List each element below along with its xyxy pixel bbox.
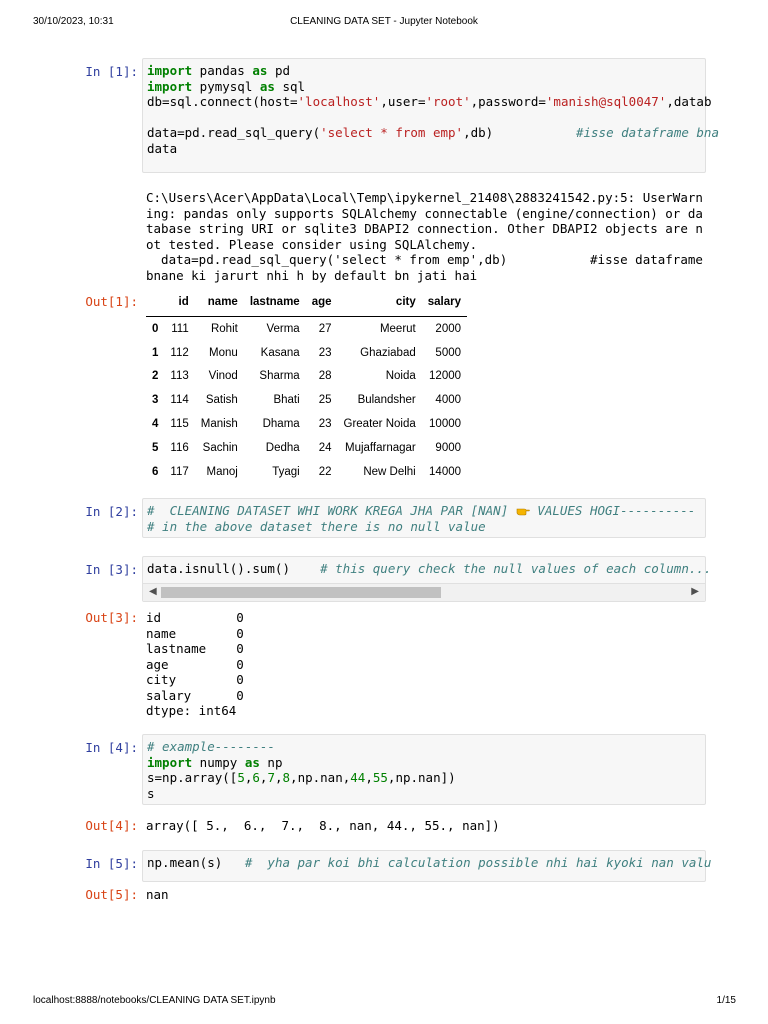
cell-output: array([ 5., 6., 7., 8., nan, 44., 55., nan]) — [146, 818, 500, 833]
print-datetime: 30/10/2023, 10:31 — [33, 16, 114, 27]
code-token: pd — [267, 63, 291, 78]
table-cell: Rohit — [210, 322, 238, 335]
code-token: 'manish@sql0047' — [545, 94, 667, 109]
code-number: 6 — [252, 770, 260, 785]
code-token: , — [387, 770, 396, 785]
column-header: id — [164, 288, 194, 317]
horizontal-scrollbar[interactable] — [143, 583, 705, 601]
table-cell: Verma — [266, 322, 300, 335]
code-editor[interactable] — [143, 59, 719, 160]
table-cell: 5000 — [435, 346, 462, 359]
code-number: 44 — [350, 770, 366, 785]
dataframe-table — [146, 288, 467, 484]
code-token: import — [147, 78, 193, 94]
table-cell: Kasana — [260, 346, 300, 359]
code-token: np — [259, 754, 283, 770]
table-cell: 115 — [170, 418, 189, 431]
code-token: np.mean(s) — [147, 855, 223, 870]
in-prompt: In [5]: — [85, 856, 138, 871]
code-editor[interactable] — [143, 557, 712, 581]
print-footer — [0, 995, 768, 1009]
table-cell: 28 — [318, 370, 332, 383]
in-prompt: In [1]: — [85, 64, 138, 79]
column-header: age — [306, 288, 338, 317]
code-input[interactable] — [142, 58, 719, 173]
code-token: data — [147, 140, 178, 156]
table-cell: 23 — [318, 418, 332, 431]
table-cell: 114 — [170, 394, 189, 407]
table-cell: Mujaffarnagar — [345, 441, 416, 454]
code-editor[interactable] — [143, 851, 712, 875]
table-row — [146, 341, 467, 365]
table-cell: Bhati — [273, 394, 300, 407]
table-cell: 116 — [170, 441, 189, 454]
table-cell: Sharma — [259, 370, 300, 383]
code-token: 'select * from emp' — [320, 125, 464, 140]
column-header: salary — [422, 288, 467, 317]
table-cell: Manoj — [206, 465, 238, 478]
code-comment: # this query check the null values of each column... — [290, 561, 712, 576]
row-index: 4 — [152, 418, 159, 431]
column-header: lastname — [244, 288, 306, 317]
code-token: s=np.array([ — [147, 770, 238, 785]
code-input[interactable] — [142, 850, 712, 882]
code-input[interactable] — [142, 498, 706, 538]
code-number: 7 — [267, 770, 275, 785]
table-cell: Bulandsher — [357, 394, 416, 407]
code-token: sql — [274, 78, 306, 94]
table-cell: Monu — [209, 346, 238, 359]
table-cell: 117 — [170, 465, 189, 478]
table-cell: Dhama — [262, 418, 300, 431]
code-token: 'localhost' — [297, 94, 381, 109]
code-token: , — [259, 770, 268, 785]
table-row — [146, 317, 467, 341]
code-token: import — [147, 63, 193, 78]
code-token: data=pd.read_sql_query( — [147, 125, 321, 140]
code-token: s — [147, 785, 155, 801]
code-token: , — [274, 770, 283, 785]
row-index: 0 — [152, 322, 159, 335]
code-token: , — [244, 770, 253, 785]
table-row — [146, 412, 467, 436]
row-index: 3 — [152, 394, 159, 407]
table-cell: 24 — [318, 441, 332, 454]
table-cell: Dedha — [265, 441, 300, 454]
table-cell: 25 — [318, 394, 332, 407]
table-header-row — [146, 288, 467, 317]
table-cell: 22 — [318, 465, 332, 478]
code-token: ,password= — [470, 94, 546, 109]
table-cell: 2000 — [435, 322, 462, 335]
table-cell: 14000 — [429, 465, 462, 478]
table-cell: Tyagi — [272, 465, 300, 478]
table-row — [146, 460, 467, 484]
cell-output: id 0 name 0 lastname 0 age 0 city 0 salary 0 dtype: int64 — [146, 610, 244, 718]
table-cell: 12000 — [429, 370, 462, 383]
code-token: pymysql — [192, 78, 260, 94]
table-cell: Satish — [205, 394, 238, 407]
column-header — [146, 288, 164, 317]
table-cell: Greater Noida — [343, 418, 416, 431]
code-token: ]) — [440, 770, 456, 785]
table-cell: 113 — [170, 370, 189, 383]
in-prompt: In [2]: — [85, 504, 138, 519]
code-comment: #isse dataframe bna — [493, 125, 719, 140]
code-input[interactable] — [142, 734, 706, 805]
scrollbar-thumb[interactable] — [161, 587, 441, 598]
table-cell: Sachin — [202, 441, 238, 454]
code-token: pandas — [192, 63, 253, 78]
code-token: , — [365, 770, 373, 785]
table-cell: 111 — [171, 322, 189, 335]
out-prompt: Out[5]: — [85, 887, 138, 902]
table-cell: 27 — [318, 322, 332, 335]
code-token: ,user= — [380, 94, 426, 109]
code-token: db=sql.connect(host= — [147, 94, 298, 109]
code-comment: # example-------- — [147, 739, 275, 754]
pointing-hand-icon — [516, 504, 530, 516]
row-index: 6 — [152, 465, 159, 478]
code-token: as — [244, 754, 260, 770]
out-prompt: Out[1]: — [85, 294, 138, 309]
code-token: as — [252, 63, 268, 78]
table-cell: Manish — [200, 418, 238, 431]
column-header: city — [338, 288, 422, 317]
table-cell: New Delhi — [363, 465, 416, 478]
table-cell: Vinod — [208, 370, 238, 383]
code-input[interactable] — [142, 556, 712, 602]
code-token: import — [147, 754, 193, 770]
table-row — [146, 436, 467, 460]
code-token: np.nan — [395, 770, 441, 785]
table-row — [146, 388, 467, 412]
code-comment: # yha par koi bhi calculation possible nhi hai kyoki nan valu — [222, 855, 712, 870]
table-cell: 23 — [318, 346, 332, 359]
row-index: 1 — [152, 346, 159, 359]
out-prompt: Out[4]: — [85, 818, 138, 833]
in-prompt: In [4]: — [85, 740, 138, 755]
code-token: , — [290, 770, 298, 785]
code-editor[interactable] — [143, 499, 705, 538]
print-header — [0, 16, 768, 30]
code-token: numpy — [192, 754, 245, 770]
code-comment: # in the above dataset there is no null value — [147, 518, 486, 534]
row-index: 2 — [152, 370, 159, 383]
code-token: 'root' — [425, 94, 471, 109]
code-number: 5 — [237, 770, 245, 785]
scroll-right-icon[interactable]: ▶ — [691, 586, 699, 597]
code-token: data.isnull().sum() — [147, 561, 290, 576]
code-comment: VALUES HOGI---------- — [529, 503, 696, 518]
code-number: 55 — [372, 770, 388, 785]
table-row — [146, 365, 467, 389]
code-token: , — [342, 770, 351, 785]
table-cell: 9000 — [435, 441, 462, 454]
table-cell: 10000 — [429, 418, 462, 431]
page-number: 1/15 — [716, 995, 736, 1006]
code-token: np.nan — [297, 770, 343, 785]
column-header: name — [195, 288, 244, 317]
table-cell: Noida — [385, 370, 416, 383]
code-token: ,datab — [666, 94, 712, 109]
table-cell: Meerut — [379, 322, 416, 335]
code-token: as — [259, 78, 275, 94]
stderr-warning: C:\Users\Acer\AppData\Local\Temp\ipykernel_21408\2883241542.py:5: UserWarn ing: pandas only supports SQLAlchemy connectable (engine/connection) or da tabase string URI or sqlite3 DBAPI2 connection. Other DBAPI2 objects are n ot tested. Please consider using SQLAlchemy. data=pd.read_sql_query('select * from emp',db) #isse dataframe bnane ki jarurt nhi h by default bn jati hai — [142, 186, 706, 287]
print-url: localhost:8888/notebooks/CLEANING DATA SET.ipynb — [33, 995, 276, 1006]
table-cell: 4000 — [435, 394, 462, 407]
row-index: 5 — [152, 441, 159, 454]
scroll-left-icon[interactable]: ◀ — [149, 586, 157, 597]
cell-output: nan — [146, 887, 169, 902]
code-editor[interactable] — [143, 735, 705, 805]
table-cell: 112 — [170, 346, 189, 359]
code-number: 8 — [282, 770, 291, 785]
in-prompt: In [3]: — [85, 562, 138, 577]
print-title: CLEANING DATA SET - Jupyter Notebook — [290, 16, 478, 27]
table-cell: Ghaziabad — [360, 346, 416, 359]
out-prompt: Out[3]: — [85, 610, 138, 625]
code-token: ,db) — [463, 125, 494, 140]
code-comment: # CLEANING DATASET WHI WORK KREGA JHA PAR [NAN] — [147, 503, 509, 518]
